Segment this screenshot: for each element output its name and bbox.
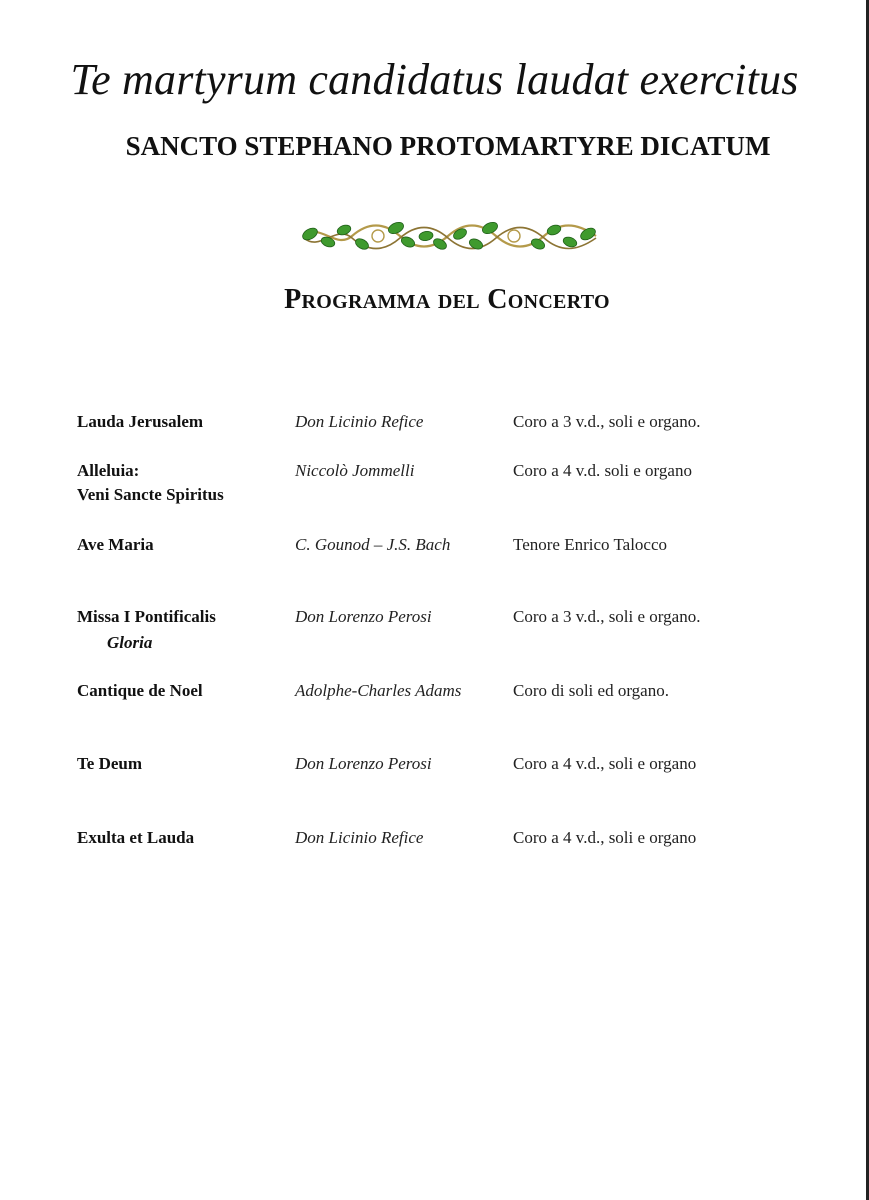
piece-title: Alleluia: Veni Sancte Spiritus bbox=[77, 459, 287, 507]
page-title: Te martyrum candidatus laudat exercitus bbox=[70, 55, 799, 104]
piece-title: Exulta et Lauda bbox=[77, 828, 195, 847]
piece-performers: Coro a 3 v.d., soli e organo. bbox=[513, 607, 701, 626]
page-subtitle: SANCTO STEPHANO PROTOMARTYRE DICATUM bbox=[125, 131, 771, 161]
piece-title: Cantique de Noel bbox=[77, 681, 203, 700]
piece-composer: Don Licinio Refice bbox=[295, 828, 424, 847]
piece-composer: Don Licinio Refice bbox=[295, 412, 424, 431]
piece-title-line2: Veni Sancte Spiritus bbox=[77, 485, 224, 504]
piece-performers: Coro a 4 v.d. soli e organo bbox=[513, 461, 692, 480]
piece-performers: Coro a 3 v.d., soli e organo. bbox=[513, 412, 701, 431]
piece-title: Lauda Jerusalem bbox=[77, 412, 204, 431]
piece-performers: Coro a 4 v.d., soli e organo bbox=[513, 828, 697, 847]
program-heading: Programma del Concerto bbox=[284, 284, 610, 315]
piece-title: Te Deum bbox=[77, 754, 143, 773]
piece-movement: Gloria bbox=[107, 633, 153, 652]
piece-title: Missa I Pontificalis Gloria bbox=[77, 605, 287, 655]
piece-performers: Coro a 4 v.d., soli e organo bbox=[513, 754, 697, 773]
piece-performers: Tenore Enrico Talocco bbox=[513, 535, 668, 554]
piece-composer: C. Gounod – J.S. Bach bbox=[295, 535, 451, 554]
piece-composer: Adolphe-Charles Adams bbox=[295, 681, 462, 700]
piece-performers: Coro di soli ed organo. bbox=[513, 681, 669, 700]
piece-composer: Don Lorenzo Perosi bbox=[295, 607, 432, 626]
piece-composer: Niccolò Jommelli bbox=[295, 461, 415, 480]
piece-title: Ave Maria bbox=[77, 535, 154, 554]
piece-composer: Don Lorenzo Perosi bbox=[295, 754, 432, 773]
